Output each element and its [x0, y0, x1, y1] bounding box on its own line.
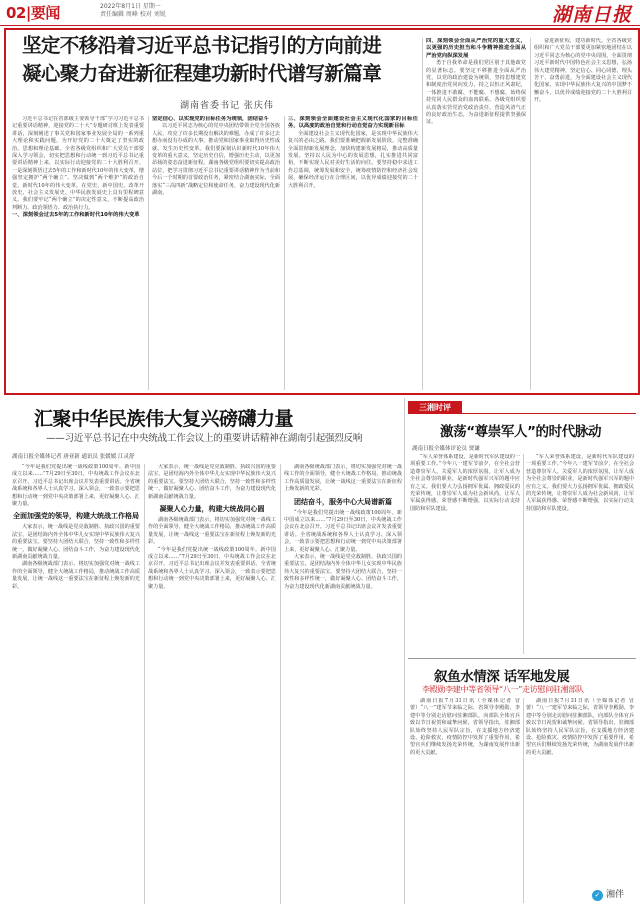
article-two-column-3: 湖南各级统战部门表示，将切实加强党对统一战线工作的全面领导，健全大统战工作格局，推动统战工作高质量发展，让统一战线这一重要法宝在新征程上焕发新的光彩。 团结奋斗，服务中心大局谱新篇 “今年是我们党提出统一战线政策100周年。新中国成立以来……”7月29日至30日，中央统战工作会议在北京召开。习近平总书记出席会议并发表重要讲话。全省统战系统和各界人士认真学习、深入领会，一致表示要把思想和行动统一到党中央决策部署上来，更好凝聚人心、汇聚力量。 大家表示，统一战线是党克敌制胜、执政兴国的重要法宝，是团结海内外全体中华儿女实现中华民族伟大复兴的重要法宝。要坚持大团结大联合，坚持一致性和多样性统一，做好凝聚人心、团结奋斗工作，为奋力建设现代化新湖南贡献统战力量。 [284, 464, 402, 590]
commentary-tag: 三湘时评 [408, 401, 462, 414]
commentary-byline: 湖南日报全媒体评论员 贾谦 [412, 446, 480, 452]
article-two-column-2: 大家表示，统一战线是党克敌制胜、执政兴国的重要法宝，是团结海内外全体中华儿女实现中华民族伟大复兴的重要法宝。要坚持大团结大联合，坚持一致性和多样性统一，做好凝聚人心、团结奋斗工作，为奋力建设现代化新湖南贡献统战力量。 凝聚人心力量，构建大统战同心圆 湖南各级统战部门表示，将切实加强党对统一战线工作的全面领导，健全大统战工作格局，推动统战工作高质量发展，让统一战线这一重要法宝在新征程上焕发新的光彩。 “今年是我们党提出统一战线政策100周年。新中国成立以来……”7月29日至30日，中央统战工作会议在北京召开。习近平总书记出席会议并发表重要讲话。全省统战系统和各界人士认真学习、深入领会，一致表示要把思想和行动统一到党中央决策部署上来，更好凝聚人心、汇聚力量。 [148, 464, 276, 590]
page-number: 02|要闻 [6, 4, 60, 22]
lead-column-4: 四、深刻领会全面从严治党的重大意义，以更强的历史担当和斗争精神推进全面从严治党向纵深发展 勇于自我革命是我们党区别于其他政党的显著标志。要坚定不移推进全面从严治党，以党的政治建设为统领，坚持思想建党和制度治党同向发力，持之以恒正风肃纪，一体推进不敢腐、不能腐、不想腐，始终保持党同人民群众的血肉联系。各级党组织要认真落实管党治党政治责任，营造风清气正的良好政治生态，为奋进新征程提供坚强保证。 [426, 38, 526, 126]
commentary-column-1: “军人荣誉体系建设，是新时代军队建设的一项重要工作。”今年八一建军节前夕，在全社会营造尊崇军人、关爱军人的浓厚氛围。让军人成为全社会尊崇的职业，是新时代强军兴军的题中应有之义。我们要大力弘扬拥军优属、拥政爱民的光荣传统，让尊崇军人成为社会新风尚，让军人军属获得感、荣誉感不断增强，以实际行动支持国防和军队建设。 [410, 454, 520, 512]
commentary-headline: 激荡“尊崇军人”的时代脉动 [440, 424, 602, 440]
lead-column-2: 坚定信心、以实现党的目标任务为统领，团结奋斗 以习近平同志为核心的党中央团结带领全党全国各族人民，攻克了许多长期没有解决的难题，办成了许多过去想办而没有办成的大事，推动党和国家事业取得历史性成就、发生历史性变革。我们要深刻认识新时代10年伟大变革的重大意义，坚定历史自信，增强历史主动，以更加昂扬的姿态奋进新征程。湖南各级党组织要切实提高政治站位，把学习贯彻习近平总书记重要讲话精神作为当前和今后一个时期的首要政治任务，紧密结合湖南实际，全面落实“三高四新”战略定位和使命任务，奋力建设现代化新湖南。 [152, 116, 280, 197]
lead-headline-1: 坚定不移沿着习近平总书记指引的方向前进 [22, 34, 382, 57]
section-name: 要闻 [30, 4, 60, 22]
article-two-byline: 湖南日报全媒体记者 唐亚新 通讯员 张媛媛 江灵舒 [12, 454, 135, 460]
commentary-column-2: “军人荣誉体系建设，是新时代军队建设的一项重要工作。”今年八一建军节前夕，在全社会营造尊崇军人、关爱军人的浓厚氛围。让军人成为全社会尊崇的职业，是新时代强军兴军的题中应有之义。我们要大力弘扬拥军优属、拥政爱民的光荣传统，让尊崇军人成为社会新风尚，让军人军属获得感、荣誉感不断增强，以实际行动支持国防和军队建设。 [526, 454, 634, 512]
lead-column-5: 奋进新征程，建功新时代。全省各级党组织和广大党员干部要更加紧密地团结在以习近平同志为核心的党中央周围，全面贯彻习近平新时代中国特色社会主义思想，弘扬伟大建党精神，坚定信心、同心同德，埋头苦干、奋勇前进，为全面建设社会主义现代化国家、实现中华民族伟大复兴的中国梦不懈奋斗，以优异成绩迎接党的二十大胜利召开。 [534, 38, 632, 104]
lead-headline-2: 凝心聚力奋进新征程建功新时代谱写新篇章 [22, 62, 382, 85]
article-two-column-1: “今年是我们党提出统一战线政策100周年。新中国成立以来……”7月29日至30日，中央统战工作会议在北京召开。习近平总书记出席会议并发表重要讲话。全省统战系统和各界人士认真学习、深入领会，一致表示要把思想和行动统一到党中央决策部署上来，更好凝聚人心、汇聚力量。 全面加强党的领导，构建大统战工作格局 大家表示，统一战线是党克敌制胜、执政兴国的重要法宝，是团结海内外全体中华儿女实现中华民族伟大复兴的重要法宝。要坚持大团结大联合，坚持一致性和多样性统一，做好凝聚人心、团结奋斗工作，为奋力建设现代化新湖南贡献统战力量。 湖南各级统战部门表示，将切实加强党对统一战线工作的全面领导，健全大统战工作格局，推动统战工作高质量发展，让统一战线这一重要法宝在新征程上焕发新的光彩。 [12, 464, 140, 590]
article-three-column-1: 湖南日报7月31日讯（全媒体记者 冒蕾）“八一”建军节来临之际，省领导李殿勋、李建中等分别走访慰问驻湘部队，向部队全体官兵致以节日祝贺和诚挚问候。省领导指出，驻湘部队始终坚持人民军队宗旨，在支援地方经济建设、抢险救灾、疫情防控中发挥了重要作用，希望官兵们继续发扬光荣传统，为湖南发展作出新的更大贡献。 [410, 698, 520, 756]
article-three-headline: 叙鱼水情深 话军地发展 [434, 669, 570, 685]
watermark: ✓ 湘伴 [586, 887, 630, 903]
newspaper-logo: 湖南日报 [551, 4, 632, 26]
lead-byline: 湖南省委书记 张庆伟 [180, 101, 274, 111]
watermark-icon: ✓ [592, 890, 603, 901]
date-line: 2022年8月1日 星期一 责任编辑 周峰 校对 刘锐 [100, 3, 166, 18]
article-two-subheadline: ——习近平总书记在中央统战工作会议上的重要讲话精神在湖南引起强烈反响 [46, 433, 363, 444]
article-three-subheadline: 李殿勋李建中等省领导“八一”走访慰问驻湘部队 [422, 685, 584, 694]
lead-column-1: 习近平总书记在省部级主要领导干部“学习习近平总书记重要讲话精神，迎接党的二十大”专题研讨班上发表重要讲话，深刻阐述了事关党和国家事业发展全局的一系列重大理论和实践问题，为开好党的二十大奠定了坚实的政治、思想和理论基础。全省各级党组织和广大党员干部要深入学习领会，切实把思想和行动统一到习近平总书记重要讲话精神上来，以实际行动迎接党的二十大胜利召开。一是深刻领悟过去5年的工作和新时代10年的伟大变革，增强坚定拥护“两个确立”、坚决做到“两个维护”的政治自觉。新时代10年的伟大变革，在党史、新中国史、改革开放史、社会主义发展史、中华民族发展史上具有里程碑意义。我们要牢记“两个确立”的决定性意义，不断提高政治判断力、政治领悟力、政治执行力。 一、深刻领会过去5年的工作和新时代10年的伟大变革 [12, 116, 144, 219]
lead-column-3: 三、深刻领会全面建设社会主义现代化国家的目标任务，以高度的政治自觉和行动自觉奋力实现新目标 全面建设社会主义现代化国家，是实现中华民族伟大复兴的必由之路。我们要准确把握新发展阶段，完整准确全面贯彻新发展理念，加快构建新发展格局，推动高质量发展。坚持以人民为中心的发展思想，扎实推进共同富裕，不断实现人民对美好生活的向往。要坚持稳中求进工作总基调，统筹发展和安全，统筹疫情防控和经济社会发展，确保经济运行在合理区间，以优异成绩迎接党的二十大胜利召开。 [288, 116, 418, 189]
article-two-headline: 汇聚中华民族伟大复兴磅礴力量 [34, 408, 294, 430]
masthead [0, 0, 640, 26]
article-three-column-2: 湖南日报7月31日讯（全媒体记者 冒蕾）“八一”建军节来临之际，省领导李殿勋、李建中等分别走访慰问驻湘部队，向部队全体官兵致以节日祝贺和诚挚问候。省领导指出，驻湘部队始终坚持人民军队宗旨，在支援地方经济建设、抢险救灾、疫情防控中发挥了重要作用，希望官兵们继续发扬光荣传统，为湖南发展作出新的更大贡献。 [526, 698, 634, 756]
